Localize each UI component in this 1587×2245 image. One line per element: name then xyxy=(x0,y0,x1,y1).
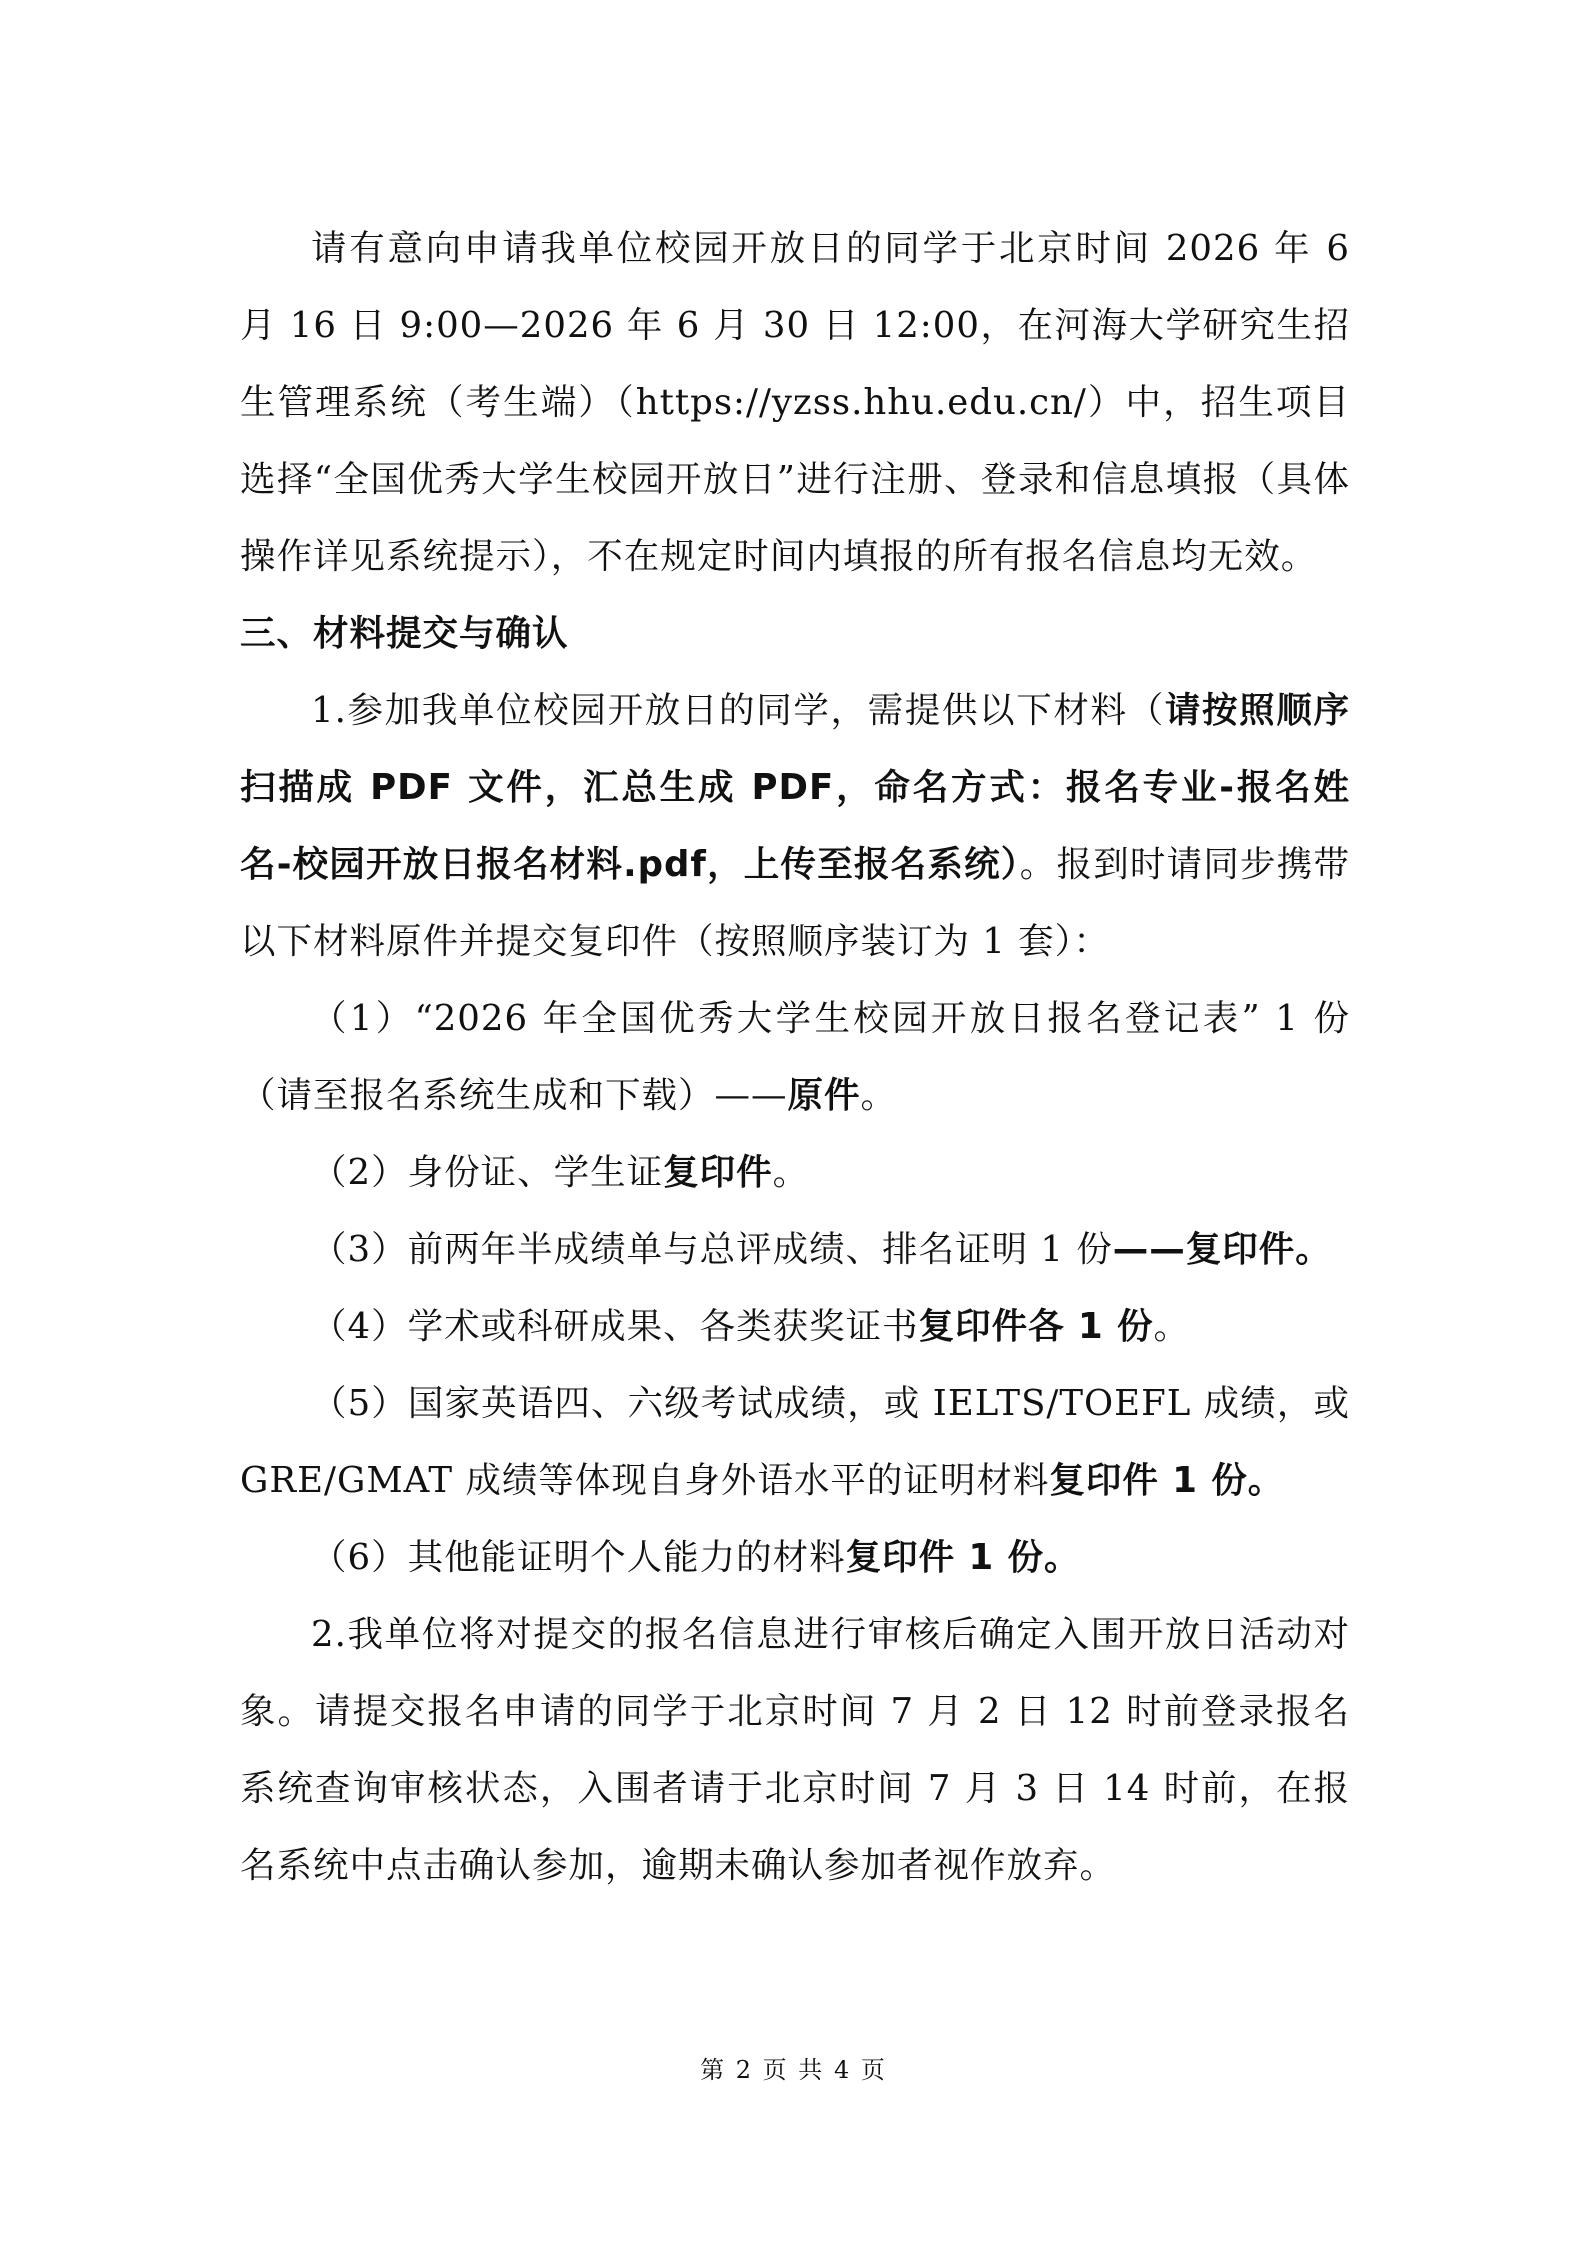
sub-item-5-text: （5）国家英语四、六级考试成绩，或 IELTS/TOEFL 成绩，或 GRE/GMAT 成绩等体现自身外语水平的证明材料 xyxy=(240,1383,1350,1501)
sub-item-4-bold: 复印件各 1 份 xyxy=(918,1306,1154,1347)
sub-item-1-text: （1）“2026 年全国优秀大学生校园开放日报名登记表” 1 份（请至报名系统生成和下载）—— xyxy=(240,998,1350,1116)
item-1-tail: 。报到时请同步携带以下材料原件并提交复印件（按照顺序装订为 1 套）： xyxy=(240,844,1350,962)
sub-item-5 xyxy=(240,1365,1350,1519)
sub-item-6 xyxy=(240,1519,1350,1596)
item-1-lead: 1.参加我单位校园开放日的同学，需提供以下材料（ xyxy=(311,690,1165,731)
sub-item-3-bold: ——复印件。 xyxy=(1112,1229,1332,1270)
sub-item-2-bold: 复印件 xyxy=(663,1152,773,1193)
sub-item-6-text: （6）其他能证明个人能力的材料 xyxy=(311,1537,846,1578)
sub-item-2 xyxy=(240,1134,1350,1211)
item-1-paragraph xyxy=(240,672,1350,980)
sub-item-2-end: 。 xyxy=(772,1152,810,1193)
sub-item-1-end: 。 xyxy=(860,1075,898,1116)
sub-item-3 xyxy=(240,1211,1350,1288)
sub-item-4 xyxy=(240,1288,1350,1365)
sub-item-5-bold: 复印件 1 份。 xyxy=(1049,1460,1285,1501)
sub-item-4-text: （4）学术或科研成果、各类获奖证书 xyxy=(311,1306,919,1347)
sub-item-1-bold: 原件 xyxy=(787,1075,861,1116)
sub-item-3-text: （3）前两年半成绩单与总评成绩、排名证明 1 份 xyxy=(311,1229,1113,1270)
sub-item-1 xyxy=(240,980,1350,1134)
section-heading: 三、材料提交与确认 xyxy=(240,613,569,654)
intro-paragraph: 请有意向申请我单位校园开放日的同学于北京时间 2026 年 6 月 16 日 9:00—2026 年 6 月 30 日 12:00，在河海大学研究生招生管理系统（考生端）（https://yzss.hhu.edu.cn/）中，招生项目选择“全国优秀大学生校园开放日”进行注册、登录和信息填报（具体操作详见系统提示），不在规定时间内填报的所有报名信息均无效。 xyxy=(240,228,1350,577)
document-body xyxy=(240,210,1350,1904)
sub-item-4-end: 。 xyxy=(1153,1306,1191,1347)
item-1-bold: 请按照顺序扫描成 PDF 文件，汇总生成 PDF，命名方式：报名专业-报名姓名-校园开放日报名材料.pdf，上传至报名系统） xyxy=(240,690,1350,885)
sub-item-2-text: （2）身份证、学生证 xyxy=(311,1152,664,1193)
item-2-paragraph: 2.我单位将对提交的报名信息进行审核后确定入围开放日活动对象。请提交报名申请的同学于北京时间 7 月 2 日 12 时前登录报名系统查询审核状态，入围者请于北京时间 7 月 3 日 14 时前，在报名系统中点击确认参加，逾期未确认参加者视作放弃。 xyxy=(240,1614,1350,1886)
sub-item-6-bold: 复印件 1 份。 xyxy=(845,1537,1081,1578)
page-number-footer: 第 2 页 共 4 页 xyxy=(700,2056,887,2084)
